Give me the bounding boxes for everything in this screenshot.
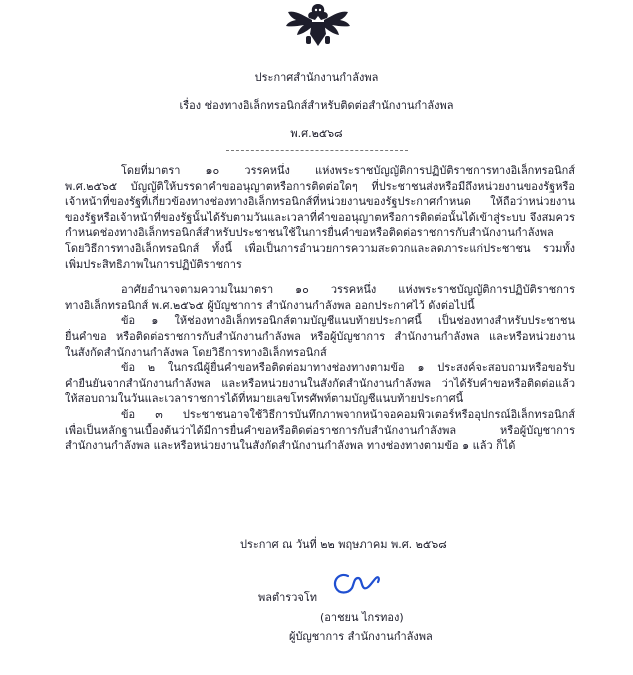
- text-line: เพื่อเป็นหลักฐานเบื้องต้นว่าได้มีการยื่นคำขอหรือติดต่อราชการกับสำนักงานกำลังพล หรือผู้บัญชาการ: [65, 423, 575, 437]
- text-line: สำนักงานกำลังพล และหรือหน่วยงานในสังกัดสำนักงานกำลังพล ทางช่องทางตามข้อ ๑ แล้ว ก็ได้: [65, 439, 516, 453]
- paragraph-5: [65, 407, 575, 454]
- text-line: ทางอิเล็กทรอนิกส์ พ.ศ.๒๕๖๕ ผู้บัญชาการ สำนักงานกำลังพล ออกประกาศไว้ ดังต่อไปนี้: [65, 298, 475, 312]
- text-line: ข้อ ๒ ในกรณีผู้ยื่นคำขอหรือติดต่อมาทางช่องทางตามข้อ ๑ ประสงค์จะสอบถามหรือขอรับ: [121, 361, 575, 375]
- text-line: ข้อ ๓ ประชาชนอาจใช้วิธีการบันทึกภาพจากหน้าจอคอมพิวเตอร์หรืออุปกรณ์อิเล็กทรอนิกส์: [121, 407, 575, 421]
- paragraph-3: [65, 313, 575, 360]
- announcement-subject: เรื่อง ช่องทางอิเล็กทรอนิกส์สำหรับติดต่อสำนักงานกำลังพล: [179, 99, 454, 112]
- text-line: ในสังกัดสำนักงานกำลังพล โดยวิธีการทางอิเล็กทรอนิกส์: [65, 345, 327, 359]
- announcement-date: ประกาศ ณ วันที่ ๒๒ พฤษภาคม พ.ศ. ๒๕๖๘: [240, 538, 447, 551]
- announcement-title: ประกาศสำนักงานกำลังพล: [254, 71, 379, 84]
- announcement-year: พ.ศ.๒๕๖๘: [290, 127, 343, 140]
- text-line: คำยืนยันจากสำนักงานกำลังพล และหรือหน่วยงานในสังกัดสำนักงานกำลังพล ว่าได้รับคำขอหรือติดต่อแล้ว: [65, 376, 575, 390]
- signer-rank: พลตำรวจโท: [258, 591, 318, 604]
- text-line: ยื่นคำขอ หรือติดต่อราชการกับสำนักงานกำลังพล หรือผู้บัญชาการ สำนักงานกำลังพล และหรือหน่วยงาน: [65, 329, 575, 343]
- text-line: ข้อ ๑ ให้ช่องทางอิเล็กทรอนิกส์ตามบัญชีแนบท้ายประกาศนี้ เป็นช่องทางสำหรับประชาชน: [121, 314, 575, 328]
- text-line: ของรัฐหรือเจ้าหน้าที่ของรัฐนั้นได้รับตามวันและเวลาที่คำขออนุญาตหรือการติดต่อนั้นได้เข้าสู่ระบบ จึงสมควร: [65, 210, 575, 224]
- paragraph-1: [65, 163, 575, 272]
- paragraph-4: [65, 360, 575, 407]
- signer-name: (อาชยน ไกรทอง): [320, 611, 404, 624]
- announcement-body: [65, 163, 575, 454]
- text-line: เจ้าหน้าที่ของรัฐที่เกี่ยวข้องทางช่องทางอิเล็กทรอนิกส์ที่หน่วยงานของรัฐประกาศกำหนด ให้ถือว่าหน่วยงาน: [65, 195, 575, 209]
- separator-line: [226, 150, 408, 151]
- text-line: โดยที่มาตรา ๑๐ วรรคหนึ่ง แห่งพระราชบัญญัติการปฏิบัติราชการทางอิเล็กทรอนิกส์: [121, 164, 575, 177]
- paragraph-2: [65, 282, 575, 313]
- text-line: โดยวิธีการทางอิเล็กทรอนิกส์ ทั้งนี้ เพื่อเป็นการอำนวยการความสะดวกและลดภาระแก่ประชาชน รวมทั้ง: [65, 241, 575, 255]
- text-line: พ.ศ.๒๕๖๕ บัญญัติให้บรรดาคำขออนุญาตหรือการติดต่อใดๆ ที่ประชาชนส่งหรือมีถึงหน่วยงานของรัฐหรือ: [65, 179, 575, 193]
- text-line: เพิ่มประสิทธิภาพในการปฏิบัติราชการ: [65, 257, 242, 271]
- text-line: กำหนดช่องทางอิเล็กทรอนิกส์สำหรับประชาชนใช้ในการยื่นคำขอหรือติดต่อราชการกับสำนักงานกำลังพล: [65, 226, 554, 240]
- text-line: ให้สอบถามในวันและเวลาราชการได้ที่หมายเลขโทรศัพท์ตามบัญชีแนบท้ายประกาศนี้: [65, 392, 464, 406]
- text-line: อาศัยอำนาจตามความในมาตรา ๑๐ วรรคหนึ่ง แห่งพระราชบัญญัติการปฏิบัติราชการ: [121, 283, 575, 297]
- signer-position: ผู้บัญชาการ สำนักงานกำลังพล: [289, 630, 433, 643]
- garuda-emblem-icon: [282, 0, 354, 46]
- signature-image: [328, 566, 388, 602]
